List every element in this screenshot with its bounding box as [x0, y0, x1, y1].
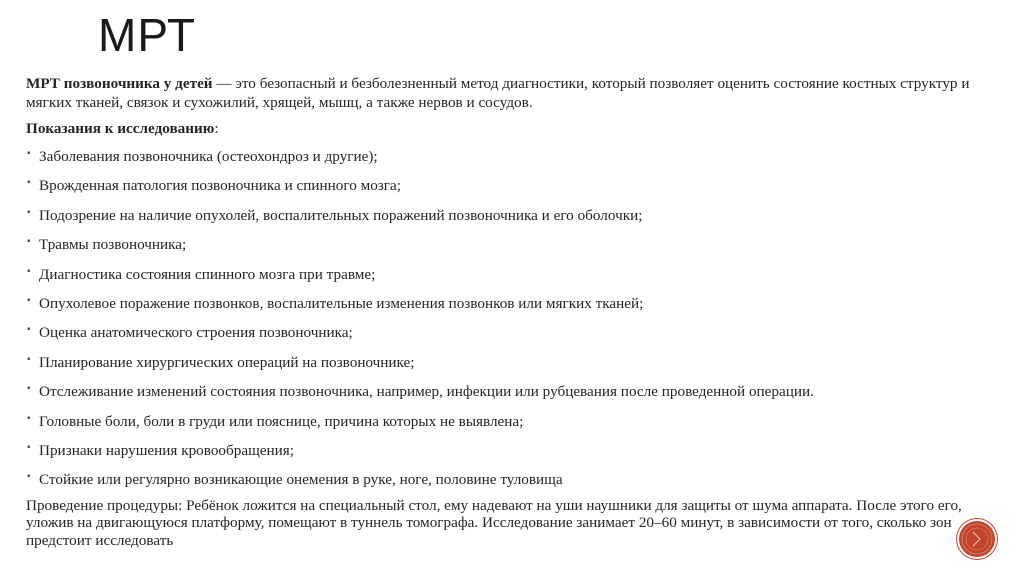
indication-text: Врожденная патология позвоночника и спинного мозга;	[39, 177, 401, 195]
indication-text: Стойкие или регулярно возникающие онемения в руке, ноге, половине туловища	[39, 471, 563, 489]
intro-definition: — это безопасный и безболезненный метод диагностики, который позволяет оценить состояние костных структур и мягких тканей, связок и сухожилий, хрящей, мышц, а также нервов и сосудов.	[26, 75, 970, 111]
slide-title: МРТ	[98, 9, 197, 61]
indications-heading-label: Показания к исследованию	[26, 120, 215, 137]
indication-text: Опухолевое поражение позвонков, воспалительные изменения позвонков или мягких тканей;	[39, 294, 644, 312]
procedure-paragraph: Проведение процедуры: Ребёнок ложится на специальный стол, ему надевают на уши наушники для защиты от шума аппарата. После этого его, уложив на двигающуюся платформу, помещают в туннель томографа. Исследование занимает 20–60 минут, в зависимости от того, сколько зон предстоит исследовать	[26, 496, 962, 549]
indication-item	[26, 382, 1006, 411]
indications-heading	[26, 119, 1006, 138]
indication-item	[26, 235, 1006, 264]
indication-text: Планирование хирургических операций на позвоночнике;	[39, 353, 415, 371]
indication-item	[26, 441, 1006, 470]
indications-list	[26, 147, 1006, 500]
indication-item	[26, 147, 1006, 176]
indication-item	[26, 353, 1006, 382]
bullet-square-icon: ▪	[27, 265, 31, 277]
indication-text: Подозрение на наличие опухолей, воспалительных поражений позвоночника и его оболочки;	[39, 206, 643, 224]
indication-text: Травмы позвоночника;	[39, 236, 187, 254]
indication-item	[26, 323, 1006, 352]
slide-content	[26, 74, 1006, 549]
bullet-square-icon: ▪	[27, 294, 31, 306]
intro-term: МРТ позвоночника у детей	[26, 75, 213, 92]
bullet-square-icon: ▪	[27, 383, 31, 395]
bullet-square-icon: ▪	[27, 177, 31, 189]
indication-text: Признаки нарушения кровообращения;	[39, 441, 294, 459]
indication-text: Отслеживание изменений состояния позвоночника, например, инфекции или рубцевания после проведенной операции.	[39, 383, 814, 401]
bullet-square-icon: ▪	[27, 148, 31, 159]
bullet-square-icon: ▪	[27, 441, 31, 453]
chevron-right-icon	[960, 522, 994, 556]
indication-text: Оценка анатомического строения позвоночника;	[39, 324, 353, 342]
indication-item	[26, 265, 1006, 294]
indications-heading-colon: :	[214, 120, 219, 137]
bullet-square-icon: ▪	[27, 353, 31, 365]
bullet-square-icon: ▪	[27, 206, 31, 218]
indication-text: Головные боли, боли в груди или пояснице, причина которых не выявлена;	[39, 412, 524, 430]
indication-text: Заболевания позвоночника (остеохондроз и другие);	[39, 148, 378, 165]
next-slide-button[interactable]	[959, 521, 995, 557]
bullet-square-icon: ▪	[27, 324, 31, 336]
intro-paragraph	[26, 74, 1006, 112]
indication-item	[26, 206, 1006, 235]
indication-text: Диагностика состояния спинного мозга при травме;	[39, 265, 376, 283]
bullet-square-icon: ▪	[27, 236, 31, 248]
bullet-square-icon: ▪	[27, 412, 31, 424]
indication-item	[26, 176, 1006, 205]
bullet-square-icon: ▪	[27, 471, 31, 483]
indication-item	[26, 294, 1006, 323]
indication-item	[26, 470, 1006, 499]
indication-item	[26, 412, 1006, 441]
